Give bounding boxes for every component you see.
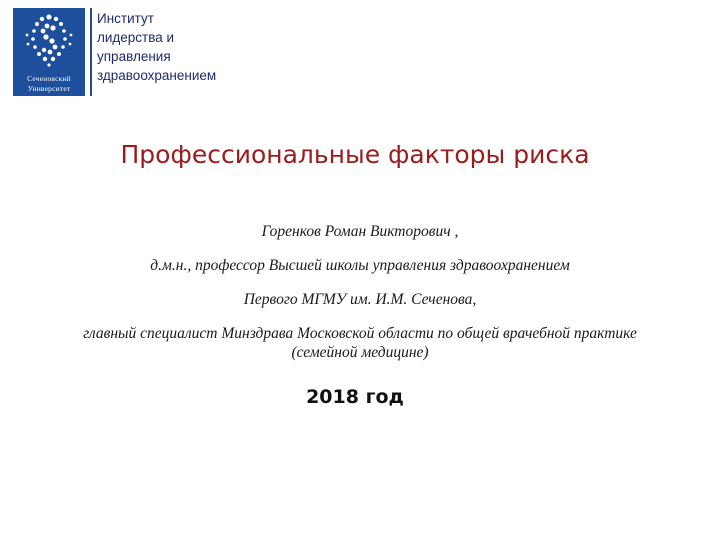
slide-title: Профессиональные факторы риска — [120, 140, 590, 169]
presentation-year: 2018 год — [306, 386, 404, 408]
author-name: Горенков Роман Викторович , — [261, 223, 459, 240]
author-role-line-1: главный специалист Минздрава Московской области по общей врачебной практике — [83, 325, 637, 342]
institute-line-2: лидерства и — [97, 30, 175, 45]
university-logo — [13, 8, 85, 96]
author-role-line-2: (семейной медицине) — [291, 344, 429, 361]
logo-caption-line-1: Сеченовский — [27, 74, 71, 83]
author-degree: д.м.н., профессор Высшей школы управления здравоохранением — [150, 257, 570, 274]
institute-line-4: здравоохранением — [97, 68, 217, 83]
author-university: Первого МГМУ им. И.М. Сеченова, — [243, 291, 477, 308]
logo-caption — [13, 74, 85, 94]
sechenov-emblem-icon — [13, 8, 85, 74]
header-divider — [90, 8, 92, 96]
institute-line-3: управления — [97, 49, 171, 64]
logo-caption-line-2: Университет — [27, 84, 71, 93]
institute-line-1: Институт — [97, 11, 154, 26]
institute-name — [97, 9, 297, 85]
